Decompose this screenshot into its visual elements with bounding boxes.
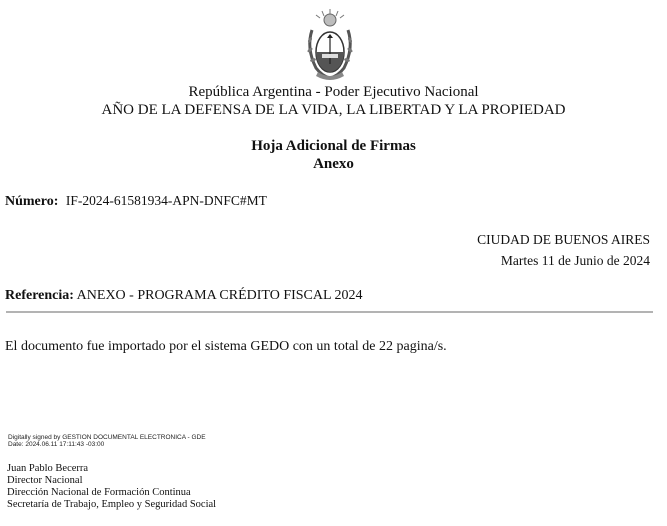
referencia-label: Referencia: [5, 288, 74, 303]
signer-office: Dirección Nacional de Formación Continua [7, 487, 191, 498]
header-line-1: República Argentina - Poder Ejecutivo Nacional [188, 84, 479, 100]
numero-row [5, 193, 267, 210]
referencia-value: ANEXO - PROGRAMA CRÉDITO FISCAL 2024 [76, 288, 363, 303]
signer-name: Juan Pablo Becerra [7, 463, 89, 474]
signer-block [7, 463, 216, 511]
document-subtitle: Anexo [313, 156, 354, 172]
signer-title: Director Nacional [7, 475, 83, 486]
digital-signature-line-1: Digitally signed by GESTION DOCUMENTAL ELECTRONICA - GDE [8, 434, 206, 441]
referencia-row [5, 288, 363, 304]
digital-signature-date: Date: 2024.06.11 17:11:43 -03:00 [8, 441, 105, 448]
body-text: El documento fue importado por el sistema GEDO con un total de 22 pagina/s. [5, 339, 447, 354]
divider [6, 311, 653, 313]
document-title: Hoja Adicional de Firmas [251, 138, 416, 154]
date: Martes 11 de Junio de 2024 [500, 253, 650, 268]
header-line-2: AÑO DE LA DEFENSA DE LA VIDA, LA LIBERTAD Y LA PROPIEDAD [101, 102, 566, 118]
numero-value: IF-2024-61581934-APN-DNFC#MT [65, 193, 267, 208]
city: CIUDAD DE BUENOS AIRES [477, 232, 650, 247]
digital-signature [8, 434, 206, 448]
numero-label: Número: [5, 194, 59, 209]
signer-secretariat: Secretaría de Trabajo, Empleo y Seguridad Social [7, 499, 217, 510]
coat-of-arms-icon [302, 8, 358, 82]
